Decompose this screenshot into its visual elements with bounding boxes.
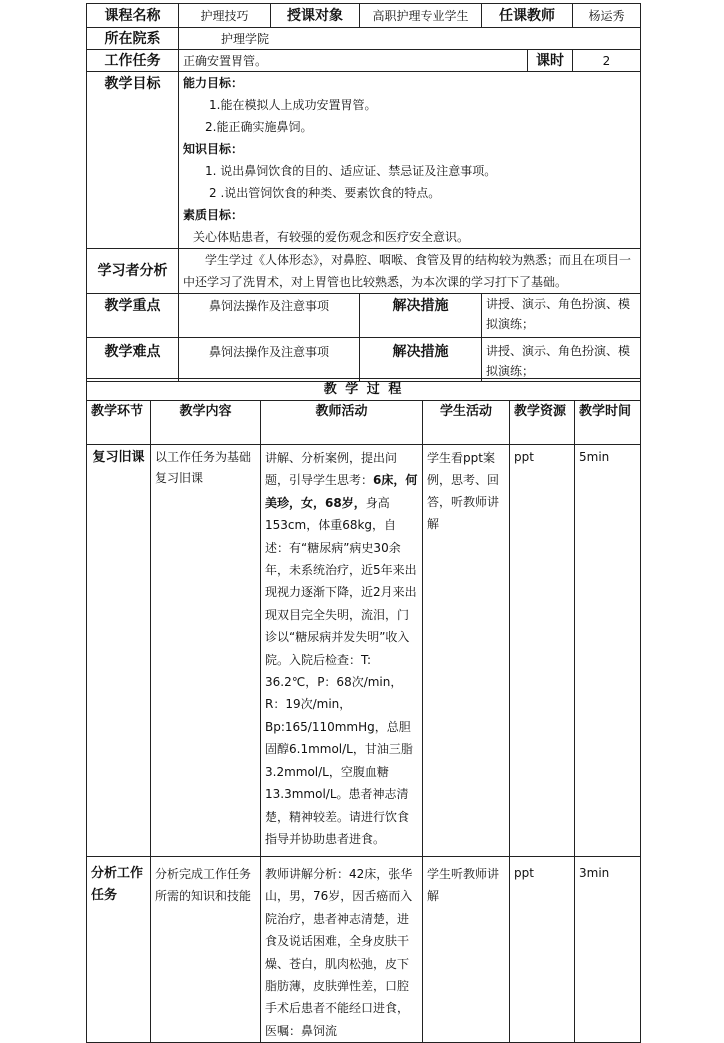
dept-text: 护理学院 bbox=[221, 31, 270, 46]
audience: 高职护理专业学生 bbox=[360, 4, 482, 28]
lesson-info-table bbox=[86, 3, 641, 382]
ability-1: 1.能在模拟人上成功安置胃管。 bbox=[209, 98, 377, 112]
focus-label: 教学重点 bbox=[87, 294, 179, 338]
focus-measure-label: 解决措施 bbox=[360, 294, 482, 338]
hours-label: 课时 bbox=[528, 50, 573, 72]
task-value: 正确安置胃管。 bbox=[179, 50, 528, 72]
course-name: 护理技巧 bbox=[179, 4, 271, 28]
teacher-name: 杨运秀 bbox=[573, 4, 641, 28]
dept-value bbox=[179, 28, 641, 50]
ability-title: 能力目标： bbox=[183, 76, 244, 90]
row-teacher bbox=[261, 445, 423, 857]
task-label: 工作任务 bbox=[87, 50, 179, 72]
quality-title: 素质目标： bbox=[183, 208, 244, 222]
dept-label: 所在院系 bbox=[87, 28, 179, 50]
focus-measure: 讲授、演示、角色扮演、模拟演练； bbox=[482, 294, 641, 338]
row-time: 5min bbox=[575, 445, 641, 857]
goals-content bbox=[179, 72, 641, 249]
header-stage: 教学环节 bbox=[87, 401, 151, 445]
course-name-label: 课程名称 bbox=[87, 4, 179, 28]
teacher-label: 任课教师 bbox=[482, 4, 573, 28]
row-resource: ppt bbox=[510, 445, 575, 857]
process-title: 教 学 过 程 bbox=[87, 379, 641, 401]
teacher-intro: 讲解、分析案例，提出问题，引导学生思考： bbox=[265, 451, 398, 488]
goals-label: 教学目标 bbox=[87, 72, 179, 249]
difficulty-content: 鼻饲法操作及注意事项 bbox=[179, 338, 360, 382]
row-stage: 分析工作任务 bbox=[87, 857, 151, 1043]
table-row bbox=[87, 445, 641, 857]
audience-label: 授课对象 bbox=[271, 4, 360, 28]
difficulty-measure: 讲授、演示、角色扮演、模拟演练； bbox=[482, 338, 641, 382]
header-content: 教学内容 bbox=[151, 401, 261, 445]
ability-2: 2.能正确实施鼻饲。 bbox=[205, 120, 313, 134]
hours-value: 2 bbox=[573, 50, 641, 72]
row-teacher: 教师讲解分析：42床，张华山，男，76岁，因舌癌而入院治疗，患者神志清楚，进食及说话困难，全身皮肤干燥、苍白，肌肉松弛，皮下脂肪薄，皮肤弹性差，口腔手术后患者不能经口进食，医嘱：鼻饲流 bbox=[261, 857, 423, 1043]
knowledge-title: 知识目标： bbox=[183, 142, 244, 156]
header-teacher: 教师活动 bbox=[261, 401, 423, 445]
table-row bbox=[87, 857, 641, 1043]
row-student: 学生看ppt案例，思考、回答，听教师讲解 bbox=[423, 445, 510, 857]
quality-text: 关心体贴患者，有较强的爱伤观念和医疗安全意识。 bbox=[193, 230, 470, 244]
row-content: 分析完成工作任务所需的知识和技能 bbox=[151, 857, 261, 1043]
row-content: 以工作任务为基础复习旧课 bbox=[151, 445, 261, 857]
focus-content: 鼻饲法操作及注意事项 bbox=[179, 294, 360, 338]
knowledge-2: 2 .说出管饲饮食的种类、要素饮食的特点。 bbox=[209, 186, 441, 200]
learner-text: 学生学过《人体形态》，对鼻腔、咽喉、食管及胃的结构较为熟悉；而且在项目一中还学习了洗胃术，对上胃管也比较熟悉，为本次课的学习打下了基础。 bbox=[179, 249, 641, 294]
row-stage: 复习旧课 bbox=[87, 445, 151, 857]
learner-label: 学习者分析 bbox=[87, 249, 179, 294]
teacher-case-text: 身高153cm，体重68kg，自述：有“糖尿病”病史30余年，未系统治疗，近5年来出现视力逐渐下降，近2月来出现双目完全失明，流泪，门诊以“糖尿病并发失明”收入院。入院后检查：T: 36.2℃，P：68次/min，R：19次/min，Bp:165/110mmHg，总胆固醇6.1mmol/L，甘油三脂3.2mmol/L，空腹血糖13.3mmol/L。患者神志清楚，精神较差。请进行饮食指导并协助患者进食。 bbox=[265, 495, 417, 846]
difficulty-measure-label: 解决措施 bbox=[360, 338, 482, 382]
teaching-process-table bbox=[86, 378, 641, 1043]
row-student: 学生听教师讲解 bbox=[423, 857, 510, 1043]
teacher-case-bold: 6床，何美珍，女，68岁， bbox=[265, 473, 418, 510]
header-student: 学生活动 bbox=[423, 401, 510, 445]
difficulty-label: 教学难点 bbox=[87, 338, 179, 382]
row-time: 3min bbox=[575, 857, 641, 1043]
header-time: 教学时间 bbox=[575, 401, 641, 445]
row-resource: ppt bbox=[510, 857, 575, 1043]
header-resource: 教学资源 bbox=[510, 401, 575, 445]
knowledge-1: 1. 说出鼻饲饮食的目的、适应证、禁忌证及注意事项。 bbox=[205, 164, 497, 178]
